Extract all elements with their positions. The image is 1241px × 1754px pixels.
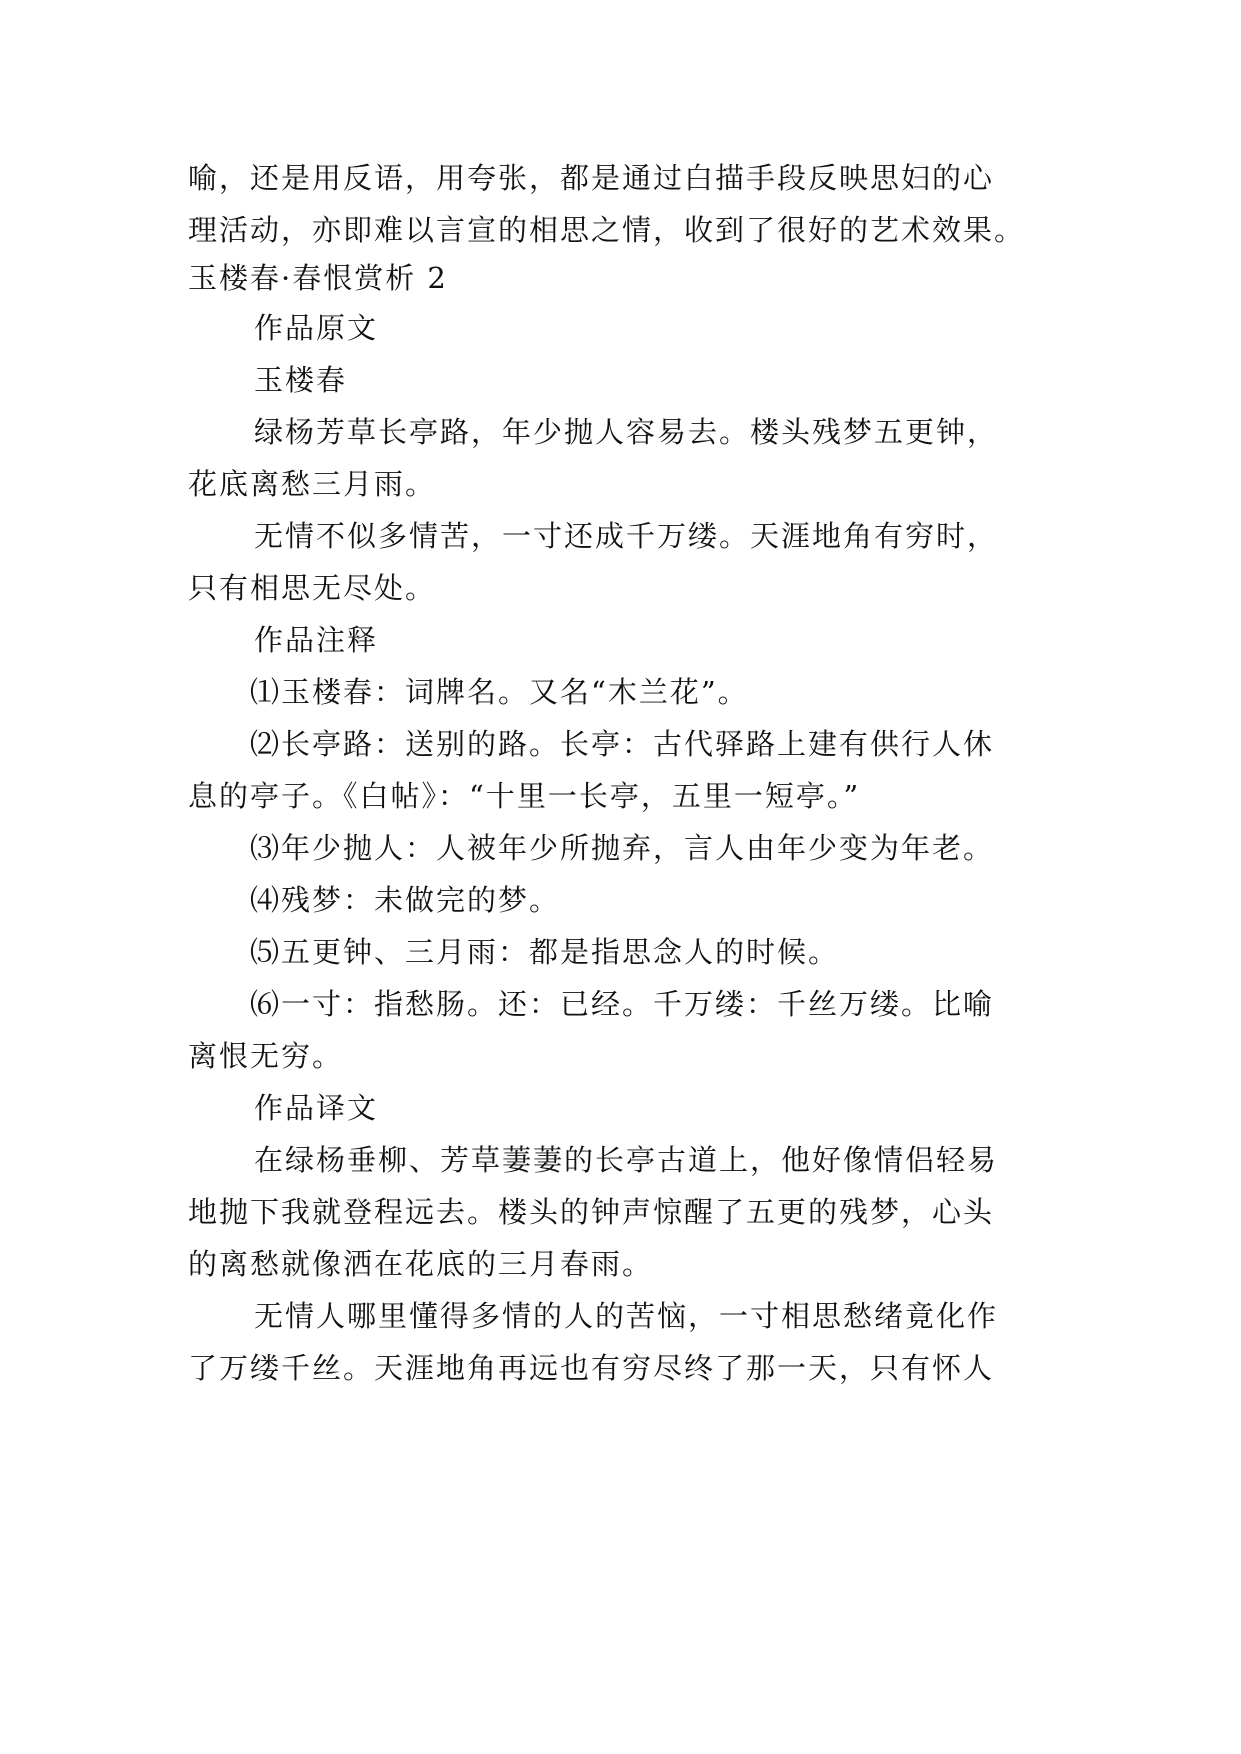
note-item: ⑵长亭路：送别的路。长亭：古代驿路上建有供行人休 [250,727,995,761]
note-item-continued: 离恨无穷。 [188,1039,344,1073]
translation-line: 无情人哪里懂得多情的人的苦恼，一寸相思愁绪竟化作 [254,1299,999,1333]
translation-line: 地抛下我就登程远去。楼头的钟声惊醒了五更的残梦，心头 [188,1195,995,1229]
note-item: ⑸五更钟、三月雨：都是指思念人的时候。 [250,935,840,969]
poem-line: 绿杨芳草长亭路，年少抛人容易去。楼头残梦五更钟， [254,415,999,449]
text-line: 理活动，亦即难以言宣的相思之情，收到了很好的艺术效果。 [188,213,1026,247]
text-line: 喻，还是用反语，用夸张，都是通过白描手段反映思妇的心 [188,161,995,195]
poem-line: 只有相思无尽处。 [188,571,437,605]
note-item: ⑷残梦：未做完的梦。 [250,883,561,917]
translation-line: 了万缕千丝。天涯地角再远也有穷尽终了那一天，只有怀人 [188,1351,995,1385]
translation-line: 在绿杨垂柳、芳草萋萋的长亭古道上，他好像情侣轻易 [254,1143,999,1177]
poem-line: 无情不似多情苦，一寸还成千万缕。天涯地角有穷时， [254,519,999,553]
note-item: ⑴玉楼春：词牌名。又名“木兰花”。 [250,675,749,709]
subheading-translation: 作品译文 [254,1091,379,1125]
poem-title: 玉楼春 [254,363,348,397]
note-item-continued: 息的亭子。《白帖》：“十里一长亭，五里一短亭。” [188,779,861,813]
subheading-original-text: 作品原文 [254,311,379,345]
poem-line: 花底离愁三月雨。 [188,467,437,501]
note-item: ⑹一寸：指愁肠。还：已经。千万缕：千丝万缕。比喻 [250,987,995,1021]
subheading-notes: 作品注释 [254,623,379,657]
translation-line: 的离愁就像洒在花底的三月春雨。 [188,1247,654,1281]
section-heading: 玉楼春·春恨赏析 2 [188,261,448,295]
note-item: ⑶年少抛人：人被年少所抛弃，言人由年少变为年老。 [250,831,995,865]
